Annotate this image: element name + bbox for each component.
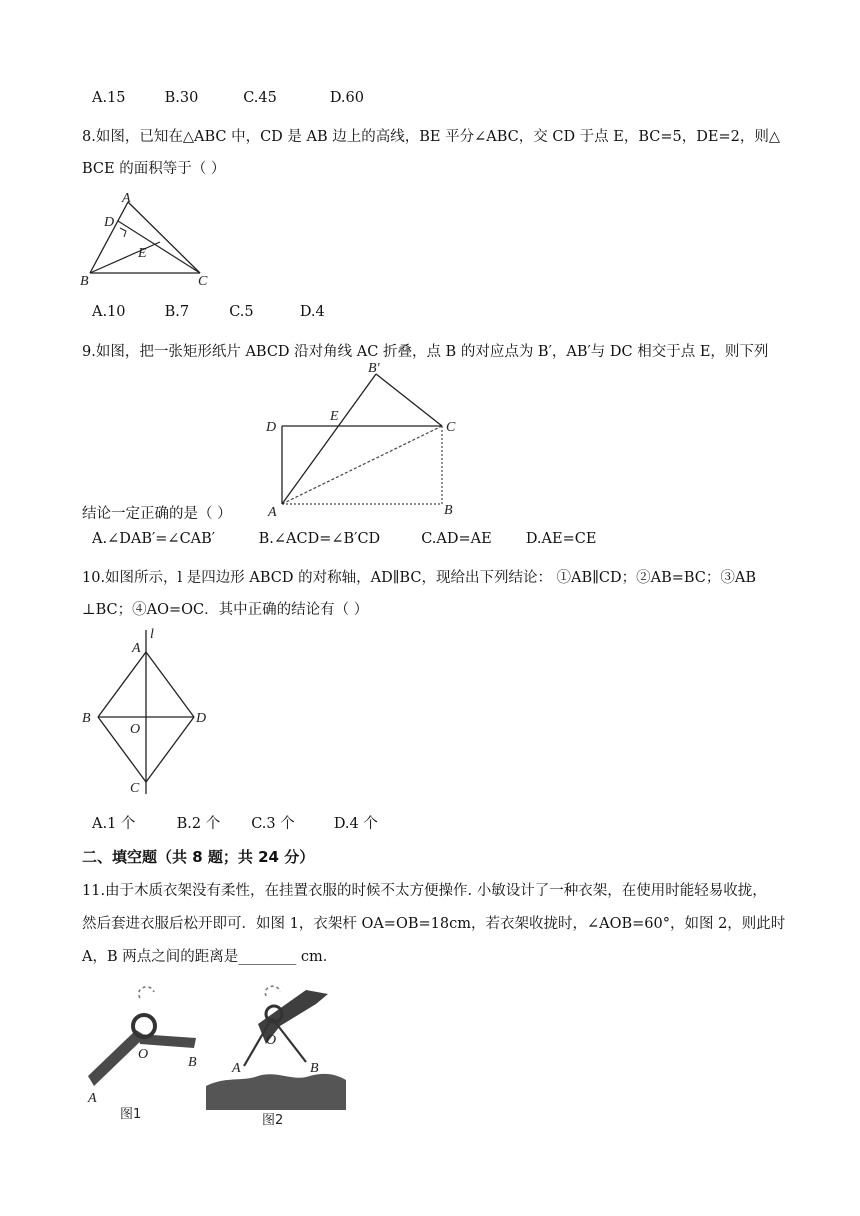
q9-label-bprime: B′ — [368, 361, 380, 376]
q7-choice-b: B.30 — [164, 90, 199, 106]
q9-choice-b: B.∠ACD=∠B′CD — [258, 531, 381, 547]
q10-label-l: l — [150, 627, 154, 642]
q8-figure — [78, 190, 218, 290]
q8-label-c: C — [198, 274, 208, 289]
q11-figure-2 — [206, 978, 356, 1138]
q9-choice-c: C.AD=AE — [421, 531, 492, 547]
fig2-label-a: A — [232, 1061, 241, 1076]
fig1-caption: 图1 — [120, 1107, 142, 1122]
q10-figure — [78, 626, 218, 806]
q10-label-d: D — [196, 711, 207, 726]
q8-choices — [92, 304, 325, 320]
q10-label-c: C — [130, 781, 140, 796]
q9-choice-a: A.∠DAB′=∠CAB′ — [92, 531, 216, 547]
q10-label-o: O — [130, 722, 141, 737]
fig2-caption: 图2 — [262, 1113, 284, 1128]
fig2-label-o: O — [266, 1033, 277, 1048]
q8-label-d: D — [104, 215, 115, 230]
q11-text-line3: A，B 两点之间的距离是________ cm． — [82, 949, 338, 965]
q8-choice-a: A.10 — [92, 304, 126, 320]
q8-label-a: A — [122, 191, 131, 206]
q9-text-line1: 9.如图，把一张矩形纸片 ABCD 沿对角线 AC 折叠，点 B 的对应点为 B′，AB′与 DC 相交于点 E，则下列 — [82, 344, 769, 360]
q11-text-line1: 11.由于木质衣架没有柔性，在挂置衣服的时候不太方便操作. 小敏设计了一种衣架，在使用时能轻易收拢， — [82, 883, 767, 899]
q10-text-line2: ⊥BC；④AO=OC．其中正确的结论有（ ） — [82, 602, 369, 618]
q9-figure — [258, 360, 468, 520]
fig1-label-b: B — [188, 1055, 197, 1070]
q10-text-line1: 10.如图所示，l 是四边形 ABCD 的对称轴，AD∥BC，现给出下列结论： ①AB∥CD；②AB=BC；③AB — [82, 570, 757, 586]
q10-choice-b: B.2 个 — [176, 816, 221, 832]
q11-text-line2: 然后套进衣服后松开即可．如图 1，衣架杆 OA=OB=18cm，若衣架收拢时，∠AOB=60°，如图 2，则此时 — [82, 916, 786, 932]
q9-choice-d: D.AE=CE — [525, 531, 597, 547]
fig1-label-o: O — [138, 1047, 149, 1062]
q7-choice-a: A.15 — [92, 90, 126, 106]
q9-label-c: C — [446, 420, 456, 435]
q8-label-e: E — [138, 246, 147, 261]
q10-choice-d: D.4 个 — [333, 816, 378, 832]
q9-label-d: D — [266, 420, 277, 435]
q9-label-b: B — [444, 503, 453, 518]
q8-text-line2: BCE 的面积等于（ ） — [82, 161, 226, 177]
q8-text-line1: 8.如图，已知在△ABC 中，CD 是 AB 边上的高线，BE 平分∠ABC，交 CD 于点 E，BC=5，DE=2，则△ — [82, 129, 781, 145]
q9-label-a: A — [268, 505, 277, 520]
q9-choices — [92, 531, 596, 547]
fig2-label-b: B — [310, 1061, 319, 1076]
q7-choice-d: D.60 — [329, 90, 364, 106]
section-heading: 二、填空题（共 8 题；共 24 分） — [82, 848, 315, 866]
fig1-label-a: A — [88, 1091, 97, 1106]
q7-choice-c: C.45 — [243, 90, 277, 106]
q8-choice-d: D.4 — [299, 304, 325, 320]
q11-figure-1 — [84, 978, 208, 1138]
q10-choices — [92, 812, 378, 833]
q8-choice-b: B.7 — [164, 304, 190, 320]
q10-choice-c: C.3 个 — [251, 816, 295, 832]
q8-label-b: B — [80, 274, 89, 289]
q9-label-e: E — [330, 409, 339, 424]
q8-choice-c: C.5 — [229, 304, 254, 320]
q9-text-line2: 结论一定正确的是（ ） — [82, 506, 232, 522]
q10-label-a: A — [132, 641, 141, 656]
q10-label-b: B — [82, 711, 91, 726]
q10-choice-a: A.1 个 — [92, 816, 136, 832]
q7-choices — [92, 90, 364, 106]
